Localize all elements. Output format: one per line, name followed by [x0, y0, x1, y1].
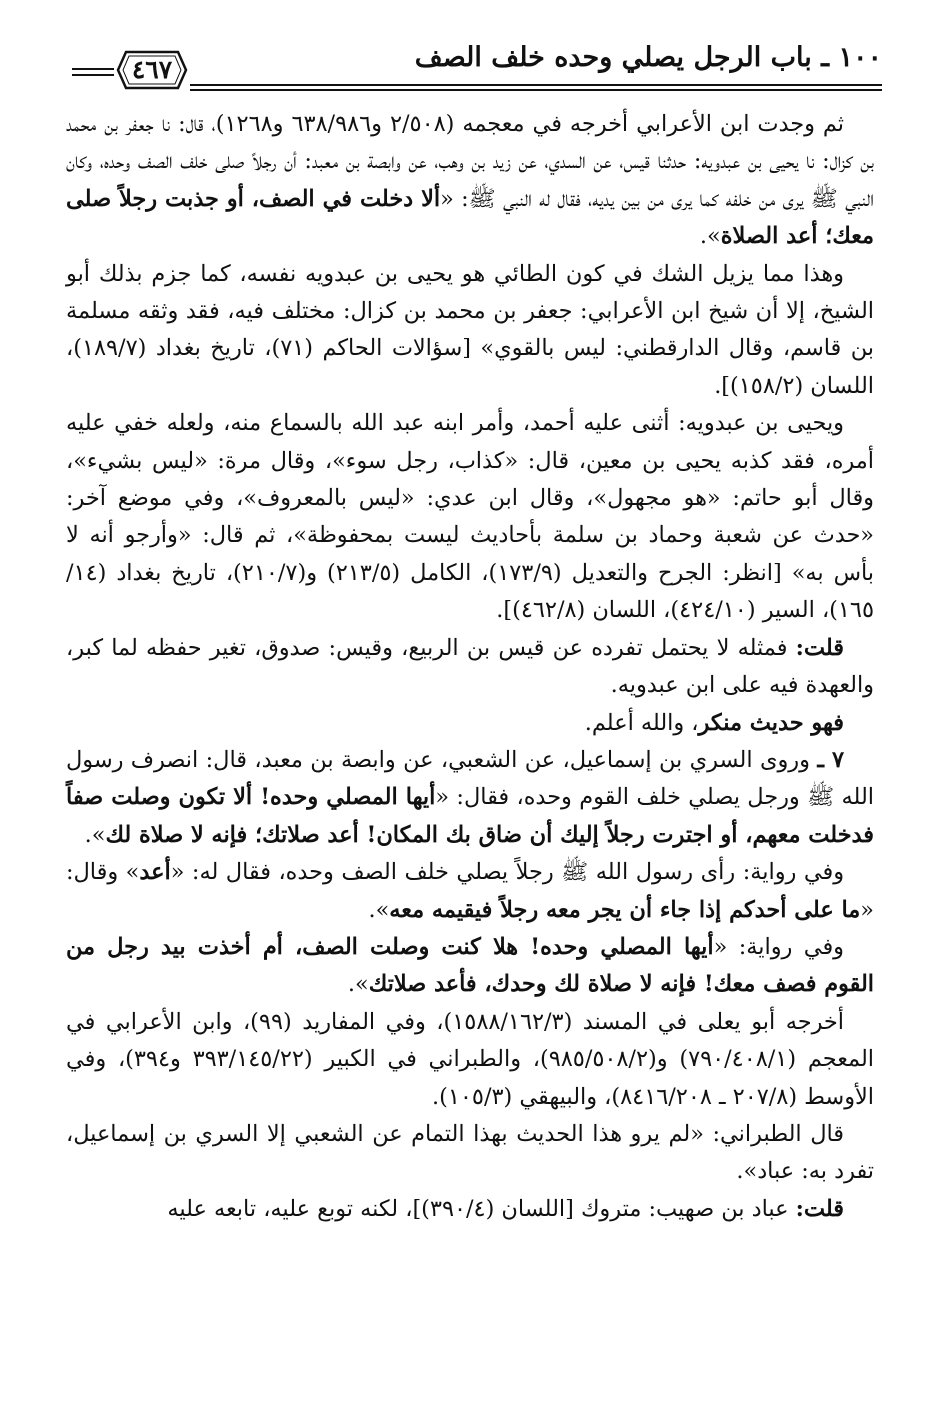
- paragraph: [66, 742, 874, 854]
- text-run: ثم وجدت ابن الأعرابي أخرجه في معجمه (٢/٥٠٨ و٦٣٨/٩٨٦ و١٢٦٨)، قال: نا جعفر بن محمد بن كزال: نا يحيى بن عبدويه: حدثنا قيس، عن السدي، عن زيد بن وهب، عن وابصة بن معبد: أن رجلاً صلى خلف الصف وحده، وكان النبي ﷺ يرى من خلفه كما يرى من بين يديه، فقال له النبي ﷺ: «: [66, 111, 874, 212]
- paragraph: [66, 705, 874, 742]
- paragraph: [66, 630, 874, 705]
- header-rule-left-top: [72, 68, 114, 70]
- bold-text-run: ألا دخلت في الصف، أو جذبت رجلاً صلى معك؛ أعد الصلاة: [66, 185, 874, 250]
- text-run: وفي رواية: رأى رسول الله ﷺ رجلاً يصلي خلف الصف وحده، فقال له: «: [170, 859, 845, 886]
- text-run: ».: [368, 896, 390, 923]
- paragraph: [66, 929, 874, 1004]
- paragraph: [66, 854, 874, 929]
- text-run: قال الطبراني: «لم يرو هذا الحديث بهذا التمام عن الشعبي إلا السري بن إسماعيل، تفرد به: عباد».: [66, 1120, 874, 1185]
- header-rule-left-bottom: [72, 74, 114, 76]
- bold-text-run: أعد: [139, 859, 171, 886]
- text-run: وهذا مما يزيل الشك في كون الطائي هو يحيى بن عبدويه نفسه، كما جزم بذلك أبو الشيخ، إلا أن شيخ ابن الأعرابي: جعفر بن محمد بن كزال: مختلف فيه، فقد وثقه مسلمة بن قاسم، وقال الدارقطني: ليس بالقوي» [سؤالات الحاكم (٧١)، تاريخ بغداد (١٨٩/٧)، اللسان (١٥٨/٢)].: [66, 260, 874, 399]
- text-run: وفي رواية: «: [713, 933, 844, 960]
- bold-text-run: ٧ ـ: [817, 746, 844, 773]
- page-header: [70, 38, 882, 98]
- text-run: » وقال: «: [66, 859, 874, 923]
- text-run: عباد بن صهيب: متروك [اللسان (٣٩٠/٤)]، لكنه توبع عليه، تابعه عليه: [167, 1195, 796, 1222]
- bold-text-run: أيها المصلي وحده! ألا تكون وصلت صفاً فدخلت معهم، أو اجترت رجلاً إليك أن ضاق بك المكان! أعد صلاتك؛ فإنه لا صلاة لك: [66, 784, 874, 848]
- text-run: ».: [84, 821, 106, 848]
- text-run: وروى السري بن إسماعيل، عن الشعبي، عن وابصة بن معبد، قال: انصرف رسول الله ﷺ ورجل يصلي خلف القوم وحده، فقال: «: [66, 746, 874, 811]
- bold-text-run: قلت:: [795, 1195, 844, 1222]
- main-text: [66, 106, 874, 1228]
- paragraph: [66, 256, 874, 406]
- page-number: ٤٦٧: [131, 55, 173, 84]
- paragraph: [66, 1116, 874, 1191]
- bold-text-run: ما على أحدكم إذا جاء أن يجر معه رجلاً فيقيمه معه: [389, 896, 861, 923]
- running-title: ١٠٠ ـ باب الرجل يصلي وحده خلف الصف: [414, 42, 882, 73]
- text-run: فمثله لا يحتمل تفرده عن قيس بن الربيع، وقيس: صدوق، تغير حفظه لما كبر، والعهدة فيه على ابن عبدويه.: [66, 634, 874, 699]
- text-run: ويحيى بن عبدويه: أثنى عليه أحمد، وأمر ابنه عبد الله بالسماع منه، ولعله خفي عليه أمره، فقد كذبه يحيى بن معين، قال: «كذاب، رجل سوء»، وقال مرة: «ليس بشيء»، وقال أبو حاتم: «هو مجهول»، وقال ابن عدي: «ليس بالمعروف»، وفي موضع آخر: «حدث عن شعبة وحماد بن سلمة بأحاديث ليست بمحفوظة»، ثم قال: «وأرجو أنه لا بأس به» [انظر: الجرح والتعديل (١٧٣/٩)، الكامل (٢١٣/٥) و(٢١٠/٧)، تاريخ بغداد (١٤/ ١٦٥)، السير (٤٢٤/١٠)، اللسان (٤٦٢/٨)].: [66, 410, 874, 624]
- header-rule-top: [190, 84, 882, 86]
- header-rule-bottom: [190, 89, 882, 91]
- paragraph: [66, 1191, 874, 1228]
- page-number-badge: [116, 50, 188, 90]
- bold-text-run: فهو حديث منكر: [698, 709, 844, 736]
- text-run: ».: [347, 971, 369, 998]
- bold-text-run: قلت:: [795, 634, 844, 661]
- text-run: أخرجه أبو يعلى في المسند (١٥٨٨/١٦٢/٣)، وفي المفاريد (٩٩)، وابن الأعرابي في المعجم (٧٩٠/٤٠٨/١) و(٩٨٥/٥٠٨/٢)، والطبراني في الكبير (٣٩٣/١٤٥/٢٢ و٣٩٤)، وفي الأوسط (٢٠٧/٨ ـ ٨٤١٦/٢٠٨)، والبيهقي (١٠٥/٣).: [66, 1008, 874, 1110]
- paragraph: [66, 106, 874, 256]
- bold-text-run: أيها المصلي وحده! هلا كنت وصلت الصف، أم أخذت بيد رجل من القوم فصف معك! فإنه لا صلاة لك وحدك، فأعد صلاتك: [66, 933, 874, 998]
- paragraph: [66, 405, 874, 629]
- paragraph: [66, 1004, 874, 1116]
- text-run: ، والله أعلم.: [584, 709, 699, 736]
- text-run: ».: [699, 223, 721, 250]
